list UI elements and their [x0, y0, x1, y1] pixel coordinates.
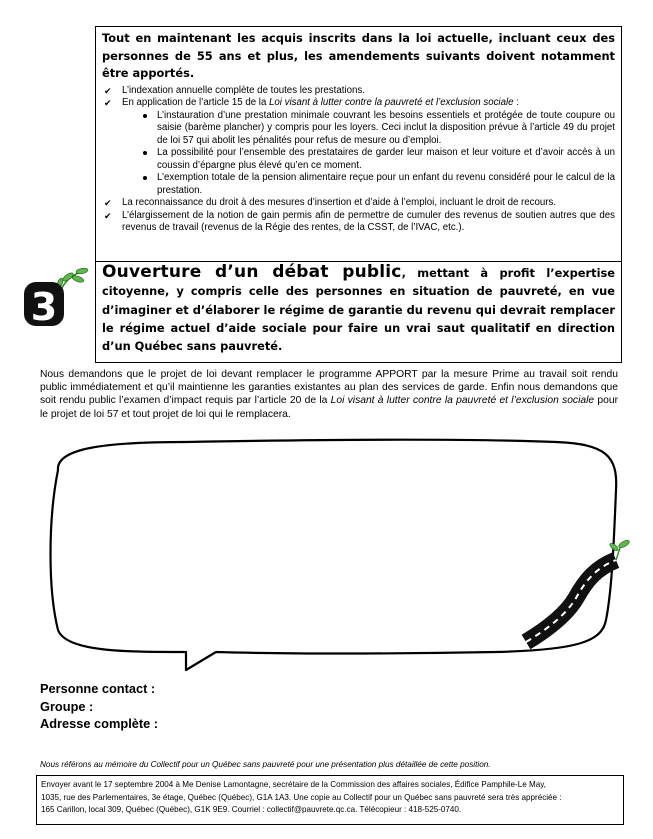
number-three-sprout-icon [22, 268, 102, 330]
body-paragraph: Nous demandons que le projet de loi devant remplacer le programme APPORT par la mesure Prime au travail soit rendu public immédiatement et qu’il maintienne les garanties existantes au plan des services de garde. Enfin nous demandons que soit rendu public l’examen d’impact requis par l’article 20 de la Loi visant à lutter contre la pauvreté et l’exclusion sociale pour le projet de loi 57 et tout projet de loi qui le remplacera. [40, 369, 618, 420]
check-icon: ✔ [104, 198, 112, 208]
sub-list-item: L’exemption totale de la pension alimentaire reçue pour un enfant du revenu considéré pour le calcul de la prestation. [140, 172, 615, 197]
sub-list [140, 110, 615, 198]
check-icon: ✔ [104, 98, 112, 108]
footer-line: 165 Carillon, local 309, Québec (Québec), G1K 9E9. Courriel : collectif@pauvrete.qc.ca. Télécopieur : 418-525-0740. [41, 805, 462, 814]
demand-two-list [102, 85, 615, 235]
bullet-icon [143, 151, 147, 155]
check-icon: ✔ [104, 210, 112, 221]
demand-two-heading: Tout en maintenant les acquis inscrits dans la loi actuelle, incluant ceux des personnes de 55 ans et plus, les amendements suivants doivent notamment être apportés. [102, 31, 615, 80]
address-label: Adresse complète : [40, 716, 159, 731]
sub-list-item: La possibilité pour l’ensemble des prestataires de garder leur maison et leur voiture et d’avoir accès à un coussin d’épargne plus élevé qu’en ce moment. [140, 147, 615, 172]
list-item: ✔ En application de l’article 15 de la Loi visant à lutter contre la pauvreté et l’exclusion sociale : L’instauration d’une prestation minimale couvrant les besoins essentiels et protégée de toute coupure ou saisie (barème plancher) y compris pour les loyers. Ceci inclut la disposition prévue à l’article 49 du projet de loi 57 qui abolit les pénalités pour refus de mesure ou d’emploi. La possibilité pour l’ensemble des prestataires de garder leur maison et leur voiture et d’avoir accès à un coussin d’épargne plus élevé qu’en ce moment. L’exemption totale de la pension alimentaire reçue pour un enfant du revenu considéré pour le calcul de la prestation. [104, 97, 615, 196]
speech-bubble [36, 430, 636, 680]
law-title: Loi visant à lutter contre la pauvreté et l’exclusion sociale [330, 395, 595, 407]
badge-number: 3 [30, 285, 58, 329]
footnote: Nous référons au mémoire du Collectif pour un Québec sans pauvreté pour une présentation plus détaillée de cette position. [40, 760, 491, 769]
list-item: ✔ L’indexation annuelle complète de toutes les prestations. [104, 84, 365, 96]
demand-three-box [95, 262, 622, 363]
law-title: Loi visant à lutter contre la pauvreté et l’exclusion sociale [269, 97, 514, 108]
footer-line: 1035, rue des Parlementaires, 3e étage, Québec (Québec), G1A 1A3. Une copie au Collectif pour un Québec sans pauvreté sera très appréciée : [41, 792, 562, 802]
demand-three-text: , mettant à profit l’expertise citoyenne, y compris celle des personnes en situation de pauvreté, en vue d’imaginer et d’élaborer le régime de garantie du revenu qui devrait remplacer le régime actuel d’aide sociale pour faire un vrai saut qualitatif en direction d’un Québec sans pauvreté. [102, 266, 615, 354]
contact-person-label: Personne contact : [40, 681, 156, 696]
group-label: Groupe : [40, 699, 94, 714]
bullet-icon [143, 176, 147, 180]
demand-three-lead: Ouverture d’un débat public [102, 262, 402, 282]
footer-line: Envoyer avant le 17 septembre 2004 à Me Denise Lamontagne, secrétaire de la Commission des affaires sociales, Édifice Pamphile-Le May, [41, 780, 546, 789]
footer-box [36, 775, 624, 825]
sub-list-item: L’instauration d’une prestation minimale couvrant les besoins essentiels et protégée de toute coupure ou saisie (barème plancher) y compris pour les loyers. Ceci inclut la disposition prévue à l’article 49 du projet de loi 57 qui abolit les pénalités pour refus de mesure ou d’emploi. [140, 110, 615, 148]
bullet-icon [143, 114, 147, 118]
check-icon: ✔ [104, 85, 112, 96]
list-item: ✔ L’élargissement de la notion de gain permis afin de permettre de cumuler des revenus de soutien autres que des revenus de travail (revenus de la Régie des rentes, de la CSST, de l’IVAC, etc.). [104, 209, 615, 233]
list-item: ✔ La reconnaissance du droit à des mesures d’insertion et d’aide à l’emploi, incluant le droit de recours. [104, 197, 557, 208]
demand-two-box [95, 26, 622, 262]
